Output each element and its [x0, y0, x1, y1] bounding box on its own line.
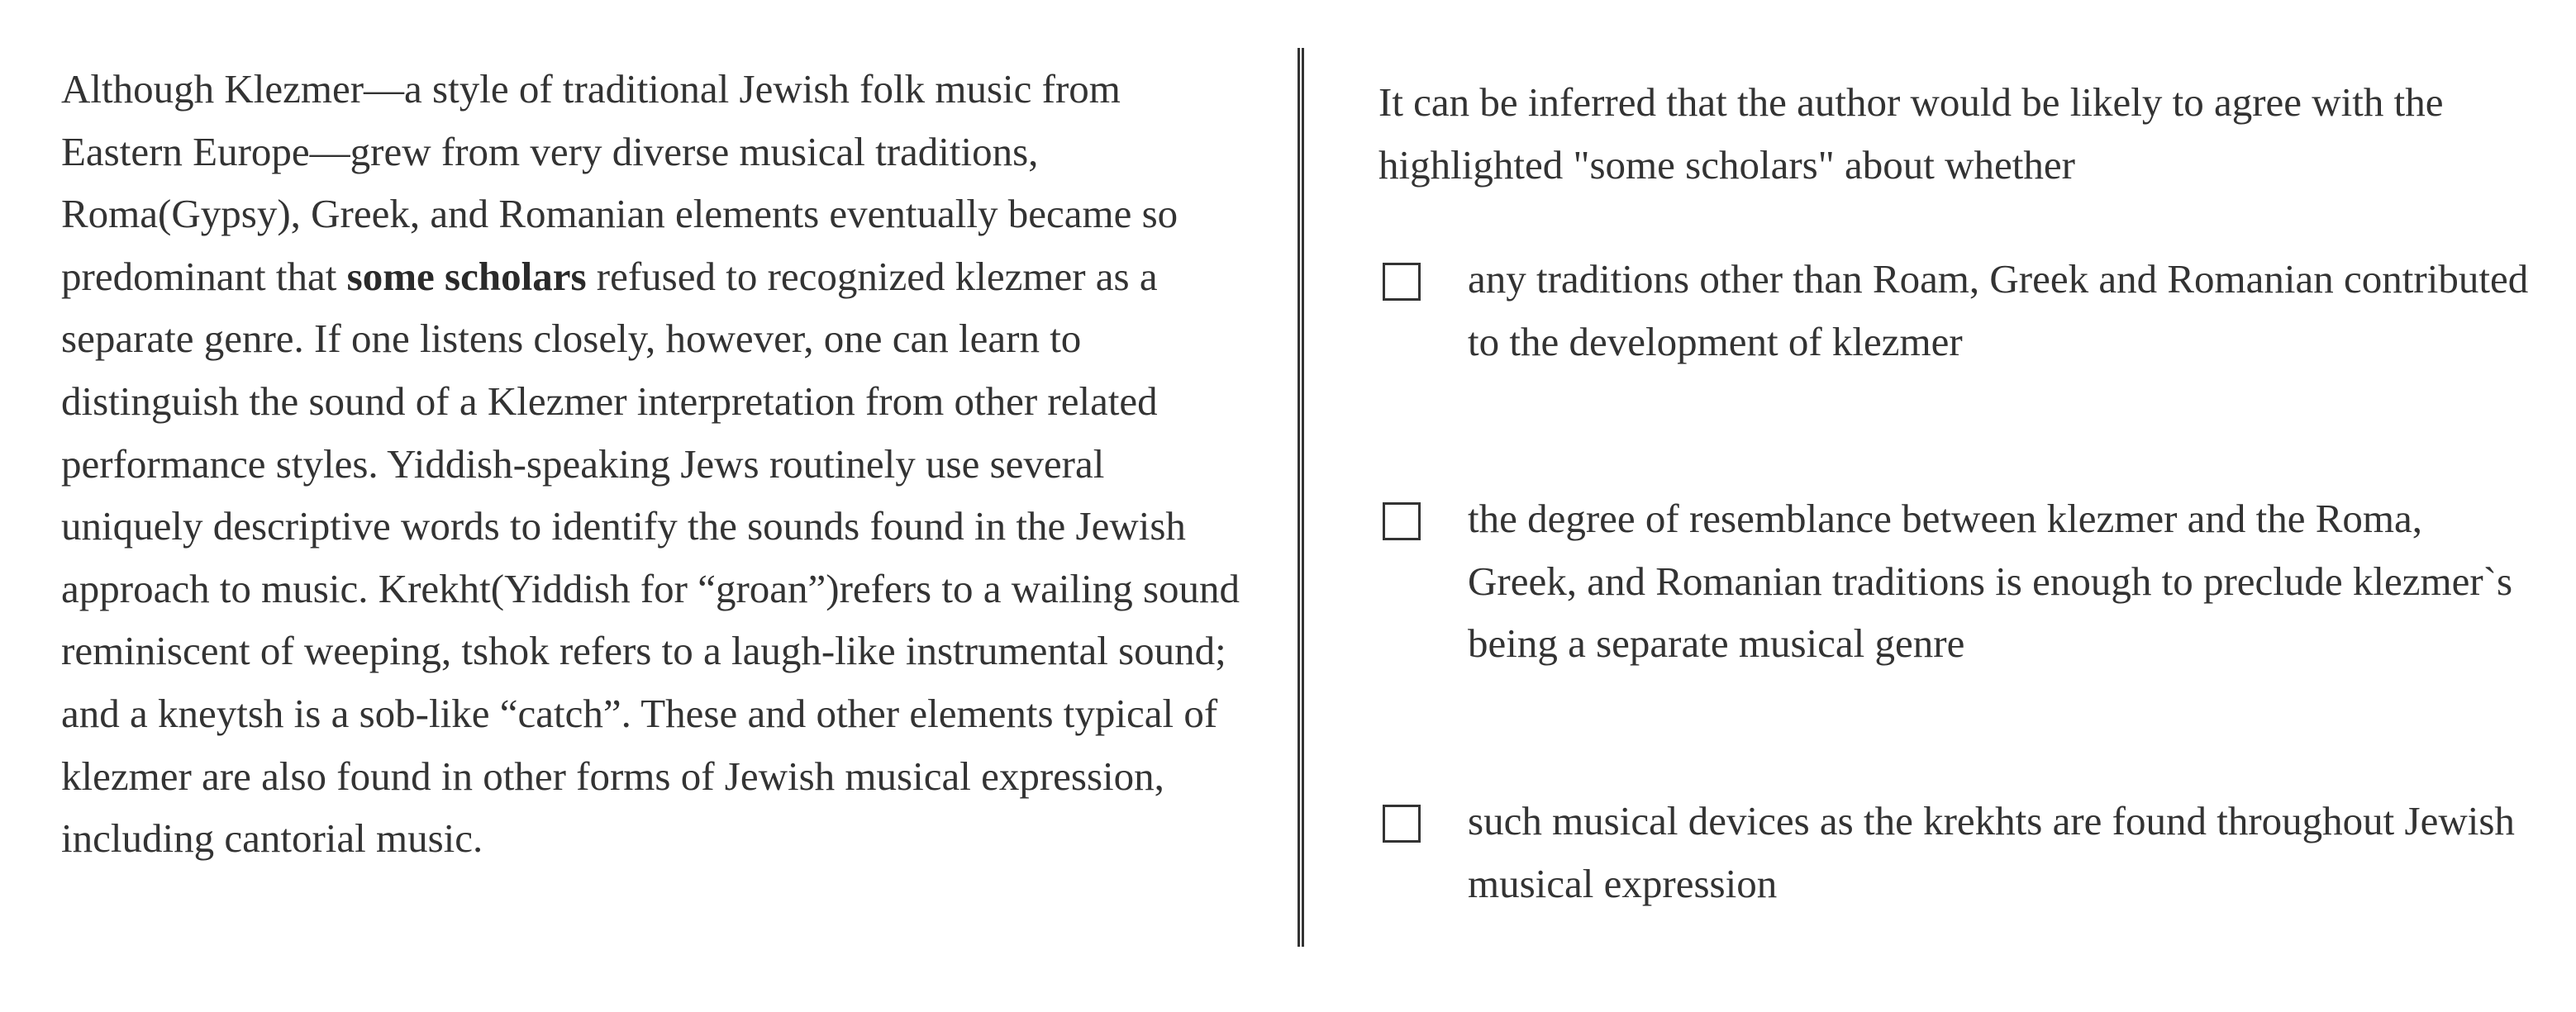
- answer-option-3-text: such musical devices as the krekhts are found throughout Jewish musical expression: [1468, 797, 2515, 906]
- reading-passage: [61, 58, 1251, 870]
- answer-option-1-text: any traditions other than Roam, Greek and Romanian contributed to the development of klezmer: [1468, 256, 2529, 364]
- question-prompt: It can be inferred that the author would be likely to agree with the highlighted "some scholars" about whether: [1378, 79, 2444, 188]
- checkbox-option-3[interactable]: [1383, 805, 1421, 843]
- answer-option-2-text: the degree of resemblance between klezmer and the Roma, Greek, and Romanian traditions is enough to preclude klezmer`s being a separate musical genre: [1468, 496, 2513, 667]
- passage-text-after: refused to recognized klezmer as a separate genre. If one listens closely, however, one can learn to distinguish the sound of a Klezmer interpretation from other related performance styles. Yiddish-speaking Jews routinely use several uniquely descriptive words to identify the sounds found in the Jewish approach to music. Krekht(Yiddish for “groan”)refers to a wailing sound reminiscent of weeping, tshok refers to a laugh-like instrumental sound; and a kneytsh is a sob-like “catch”. These and other elements typical of klezmer are also found in other forms of Jewish musical expression, including cantorial music.: [61, 253, 1240, 862]
- answer-option-3[interactable]: [1378, 790, 2536, 915]
- column-divider: [1298, 48, 1304, 947]
- highlighted-phrase: some scholars: [346, 253, 587, 299]
- passage-text-before: Although Klezmer—a style of traditional Jewish folk music from Eastern Europe—grew from very diverse musical traditions, Roma(Gypsy), Greek, and Romanian elements eventually became so predominant that: [61, 66, 1178, 299]
- checkbox-option-1[interactable]: [1383, 263, 1421, 301]
- answer-options: [1378, 248, 2536, 915]
- checkbox-option-2[interactable]: [1383, 502, 1421, 540]
- answer-option-1[interactable]: [1378, 248, 2536, 373]
- answer-option-2[interactable]: [1378, 487, 2536, 675]
